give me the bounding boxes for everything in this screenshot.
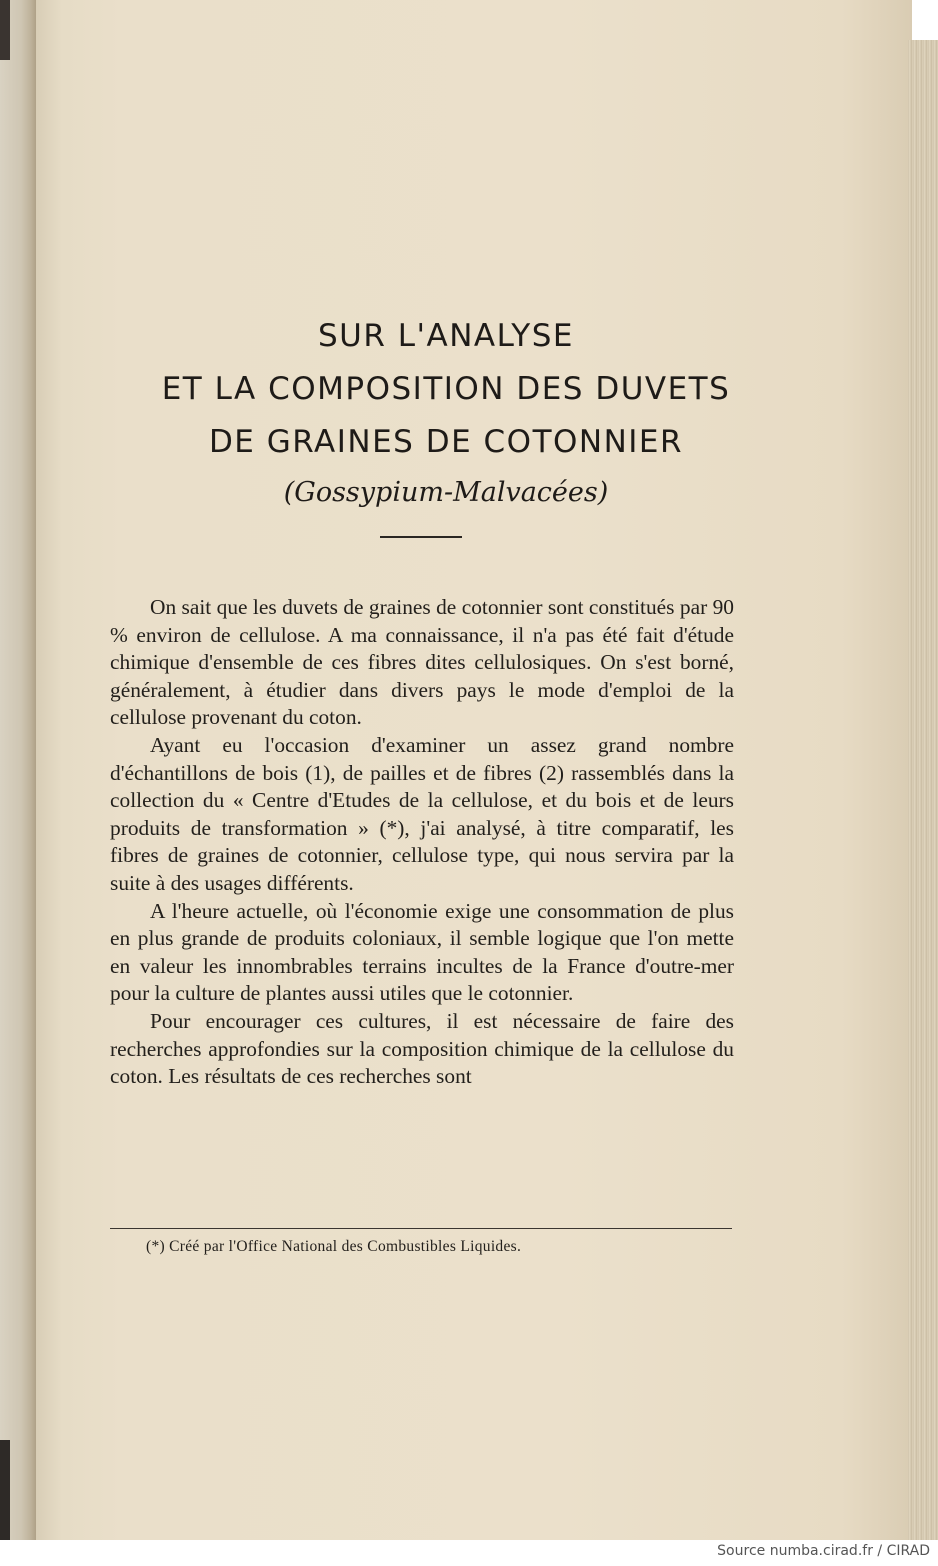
paragraph-4: Pour encourager ces cultures, il est nécessaire de faire des recherches approfondies sur la composition chimique de la cellulose du coton. Les résultats de ces recherches sont <box>110 1008 734 1089</box>
page-edges <box>908 40 938 1540</box>
footnote: (*) Créé par l'Office National des Combustibles Liquides. <box>146 1238 522 1255</box>
title-line-3: DE GRAINES DE COTONNIER <box>208 424 684 460</box>
article-body <box>110 594 734 1091</box>
binding-strip-top <box>0 0 10 60</box>
paragraph-1: On sait que les duvets de graines de cotonnier sont constitués par 90 % environ de cellulose. A ma connaissance, il n'a pas été fait d'étude chimique d'ensemble de ces fibres dites cellulosiques. On s'est borné, généralement, à étudier dans divers pays le mode d'emploi de la cellulose provenant du coton. <box>110 595 734 730</box>
footnote-divider <box>110 1228 732 1229</box>
binding-strip-bottom <box>0 1440 10 1540</box>
title-line-2: ET LA COMPOSITION DES DUVETS <box>161 371 731 407</box>
article-subtitle: (Gossypium-Malvacées) <box>283 477 609 508</box>
source-credit: Source numba.cirad.fr / CIRAD <box>717 1543 930 1559</box>
article-title <box>96 310 796 519</box>
book-binding <box>0 0 38 1540</box>
paragraph-2: Ayant eu l'occasion d'examiner un assez grand nombre d'échantillons de bois (1), de pailles et de fibres (2) rassemblés dans la collection du « Centre d'Etudes de la cellulose, et du bois et de leurs produits de transformation » (*), j'ai analysé, à titre comparatif, les fibres de graines de cotonnier, cellulose type, qui nous servira par la suite à des usages différents. <box>110 732 734 895</box>
title-divider <box>380 536 462 538</box>
paragraph-3: A l'heure actuelle, où l'économie exige une consommation de plus en plus grande de produits coloniaux, il semble logique que l'on mette en valeur les innombrables terrains incultes de la France d'outre-mer pour la culture de plantes aussi utiles que le cotonnier. <box>110 898 734 1006</box>
title-line-1: SUR L'ANALYSE <box>317 318 574 354</box>
